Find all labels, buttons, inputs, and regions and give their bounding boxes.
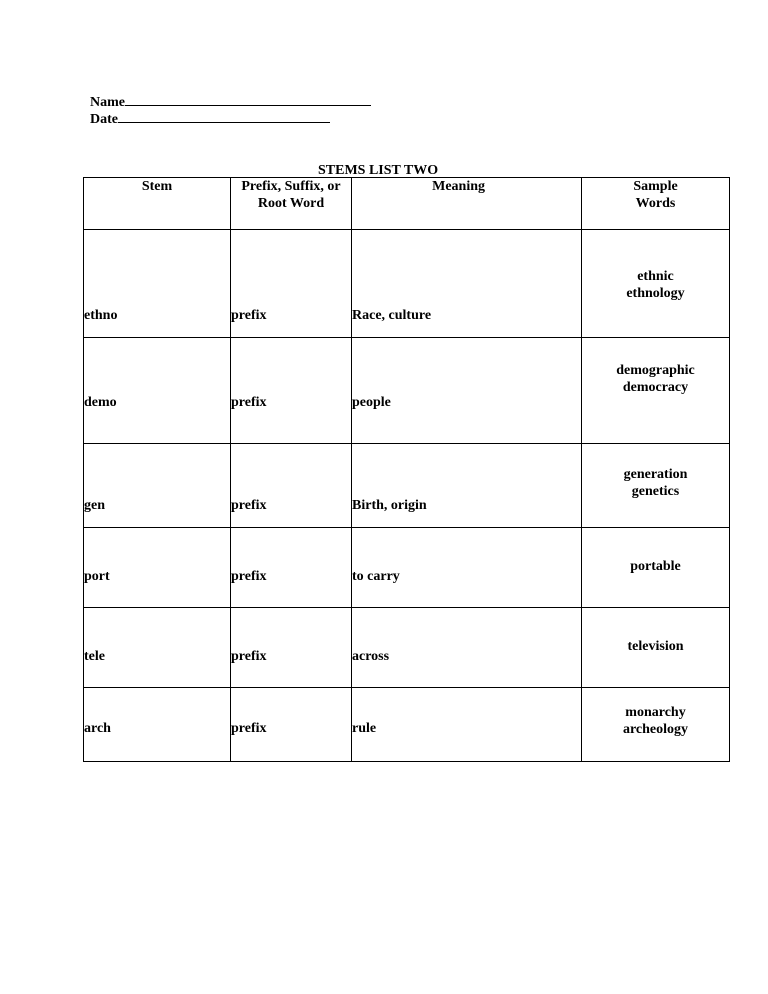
type-cell: prefix	[231, 528, 352, 608]
sample-words-cell	[582, 688, 730, 762]
meaning-cell: Race, culture	[352, 230, 582, 338]
meaning-cell: to carry	[352, 528, 582, 608]
table-row	[84, 688, 730, 762]
table-row	[84, 608, 730, 688]
stem-cell: arch	[84, 688, 231, 762]
stem-cell: ethno	[84, 230, 231, 338]
table-row	[84, 528, 730, 608]
sample-word: archeology	[622, 722, 689, 737]
name-label: Name	[90, 95, 125, 110]
header-sample: Sample Words	[582, 178, 730, 230]
stem-cell: port	[84, 528, 231, 608]
type-cell: prefix	[231, 688, 352, 762]
type-cell: prefix	[231, 444, 352, 528]
sample-word: monarchy	[625, 705, 686, 720]
sample-word: ethnic	[637, 269, 674, 284]
header-type: Prefix, Suffix, or Root Word	[231, 178, 352, 230]
sample-word: genetics	[631, 484, 680, 499]
page-title: STEMS LIST TWO	[318, 163, 439, 178]
sample-words-cell	[582, 444, 730, 528]
sample-words-cell	[582, 528, 730, 608]
meaning-cell: rule	[352, 688, 582, 762]
table-row	[84, 444, 730, 528]
meaning-cell: across	[352, 608, 582, 688]
date-blank-line[interactable]	[118, 109, 330, 123]
date-label: Date	[90, 112, 118, 127]
sample-word: ethnology	[626, 286, 685, 301]
sample-word: generation	[623, 467, 688, 482]
name-blank-line[interactable]	[125, 92, 371, 106]
sample-word: portable	[630, 559, 681, 574]
stem-cell: tele	[84, 608, 231, 688]
type-cell: prefix	[231, 338, 352, 444]
sample-word: television	[627, 639, 684, 654]
stems-table	[83, 177, 730, 762]
sample-words-cell	[582, 338, 730, 444]
header-stem: Stem	[84, 178, 231, 230]
table-row	[84, 230, 730, 338]
meaning-cell: Birth, origin	[352, 444, 582, 528]
sample-words-cell	[582, 608, 730, 688]
stem-cell: gen	[84, 444, 231, 528]
sample-word: demographic	[616, 363, 695, 378]
stem-cell: demo	[84, 338, 231, 444]
date-field[interactable]	[90, 109, 330, 128]
header-meaning: Meaning	[352, 178, 582, 230]
type-cell: prefix	[231, 230, 352, 338]
sample-word: democracy	[622, 380, 689, 395]
table-row	[84, 338, 730, 444]
type-cell: prefix	[231, 608, 352, 688]
table-header-row	[84, 178, 730, 230]
sample-words-cell	[582, 230, 730, 338]
meaning-cell: people	[352, 338, 582, 444]
